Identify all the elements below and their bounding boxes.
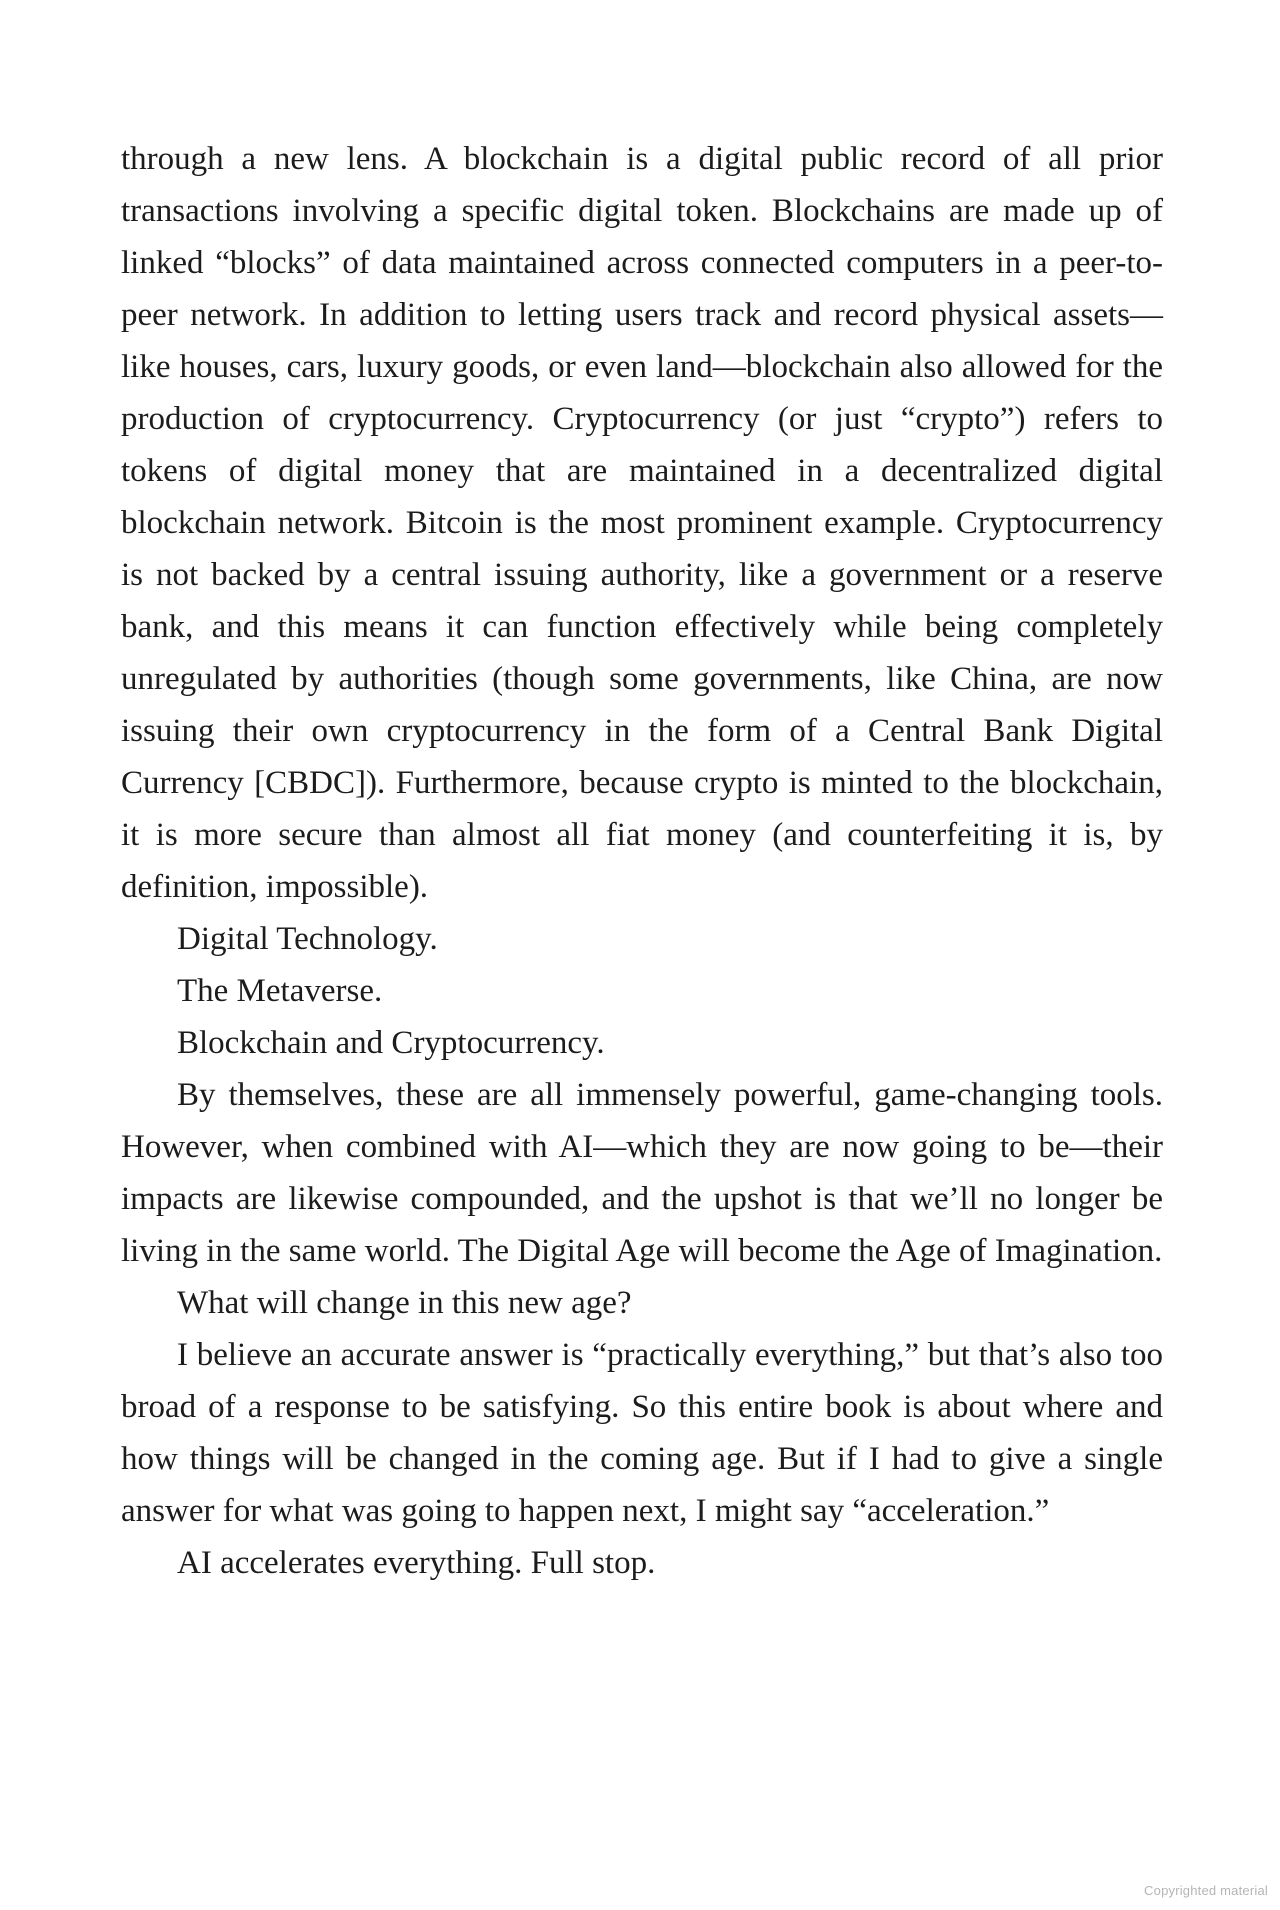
paragraph-blockchain-crypto: Blockchain and Cryptocurrency. bbox=[177, 1025, 605, 1061]
page-body bbox=[121, 133, 1163, 1589]
paragraph-blockchain-definition: through a new lens. A blockchain is a digital public record of all prior transactions involving a specific digital token. Blockchains are made up of linked “blocks” of data maintained across connected computers in a peer-to-peer network. In addition to letting users track and record physical assets—like houses, cars, luxury goods, or even land—blockchain also allowed for the production of cryptocurrency. Cryptocurrency (or just “crypto”) refers to tokens of digital money that are maintained in a decentralized digital blockchain network. Bitcoin is the most prominent example. Cryptocurrency is not backed by a central issuing authority, like a government or a reserve bank, and this means it can function effectively while being completely unregulated by authorities (though some governments, like China, are now issuing their own cryptocurrency in the form of a Central Bank Digital Currency [CBDC]). Furthermore, because crypto is minted to the blockchain, it is more secure than almost all fiat money (and counterfeiting it is, by definition, impossible). bbox=[121, 141, 1163, 905]
copyright-watermark: Copyrighted material bbox=[1144, 1883, 1268, 1898]
paragraph-question: What will change in this new age? bbox=[177, 1285, 632, 1321]
paragraph-combined-with-ai: By themselves, these are all immensely powerful, game-changing tools. However, when combined with AI—which they are now going to be—their impacts are likewise compounded, and the upshot is that we’ll no longer be living in the same world. The Digital Age will become the Age of Imagination. bbox=[121, 1077, 1163, 1269]
paragraph-answer: I believe an accurate answer is “practically everything,” but that’s also too broad of a response to be satisfying. So this entire book is about where and how things will be changed in the coming age. But if I had to give a single answer for what was going to happen next, I might say “acceleration.” bbox=[121, 1337, 1163, 1529]
paragraph-conclusion: AI accelerates everything. Full stop. bbox=[177, 1545, 656, 1581]
paragraph-metaverse: The Metaverse. bbox=[177, 973, 383, 1009]
paragraph-digital-technology: Digital Technology. bbox=[177, 921, 438, 957]
